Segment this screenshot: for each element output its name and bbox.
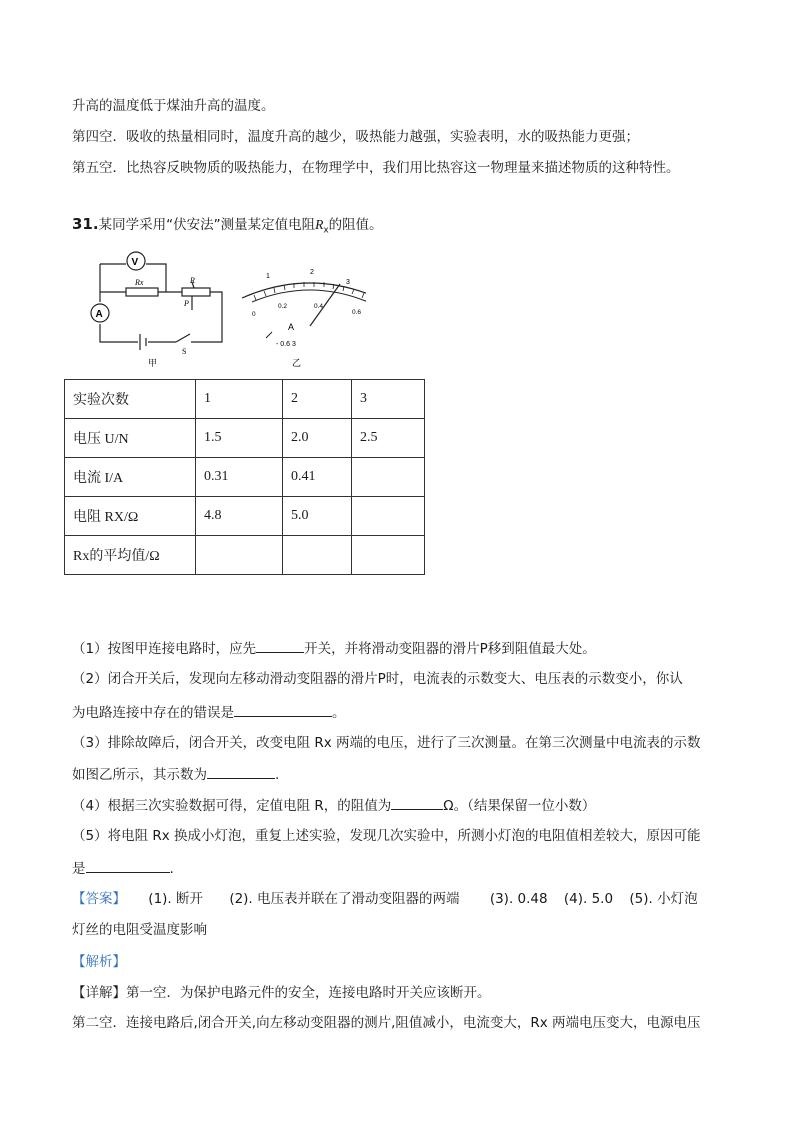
- detail-line-1: 【详解】第一空．为保护电路元件的安全，连接电路时开关应该断开。: [72, 985, 491, 1001]
- question-part-2b: 为电路连接中存在的错误是 。: [72, 702, 346, 723]
- scale-top-2: 2: [310, 269, 314, 276]
- table-cell: 电流 I/A: [65, 458, 196, 497]
- table-cell: 2.5: [352, 419, 425, 458]
- scale-bottom-0-4: 0.4: [314, 303, 324, 310]
- answer-tag: 【答案】: [72, 891, 126, 907]
- table-cell: 3: [352, 380, 425, 419]
- circuit-figure: [86, 248, 366, 372]
- detail-line-2: 第二空．连接电路后,闭合开关,向左移动变阻器的测片,阻值减小，电流变大，Rx 两端电压变大，电源电压: [72, 1015, 701, 1031]
- text-line-3: 第五空．比热容反映物质的吸热能力，在物理学中，我们用比热容这一物理量来描述物质的这种特性。: [72, 160, 680, 176]
- table-cell: 电阻 RX/Ω: [65, 497, 196, 536]
- rx-label: Rx: [135, 278, 144, 287]
- scale-top-1: 1: [266, 273, 270, 280]
- switch-label: S: [182, 347, 187, 356]
- table-row: [65, 536, 425, 575]
- table-cell: 实验次数: [65, 380, 196, 419]
- table-row: [65, 497, 425, 536]
- question-31-stem: 31.某同学采用“伏安法”测量某定值电阻$R_x$的阻值。: [72, 215, 383, 236]
- answer-blank: [234, 702, 332, 717]
- table-cell: [352, 458, 425, 497]
- scale-top-3: 3: [346, 279, 350, 286]
- answer-blank: [86, 858, 170, 873]
- figure-label-jia: 甲: [148, 359, 158, 369]
- table-cell: 电压 U/N: [65, 419, 196, 458]
- data-table: [64, 379, 425, 575]
- table-row: [65, 380, 425, 419]
- table-cell: 4.8: [196, 497, 283, 536]
- meter-unit: A: [288, 322, 295, 332]
- table-cell: 2: [283, 380, 352, 419]
- question-part-3b: 如图乙所示，其示数为 .: [72, 764, 279, 785]
- table-cell: 5.0: [283, 497, 352, 536]
- text-line-1: 升高的温度低于煤油升高的温度。: [72, 98, 275, 114]
- scale-bottom-0: 0: [252, 311, 256, 318]
- answer-line: 【答案】 (1). 断开 (2). 电压表并联在了滑动变阻器的两端 (3). 0.48 (4). 5.0 (5). 小灯泡: [72, 891, 698, 907]
- table-cell: [196, 536, 283, 575]
- question-part-4: （4）根据三次实验数据可得，定值电阻 R，的阻值为 Ω。（结果保留一位小数）: [72, 795, 595, 816]
- analysis-tag: 【解析】: [72, 954, 126, 970]
- scale-bottom-0-2: 0.2: [278, 303, 288, 310]
- scale-bottom-0-6: 0.6: [352, 309, 362, 316]
- answer-blank: [256, 638, 304, 653]
- table-cell: 0.31: [196, 458, 283, 497]
- question-part-5a: （5）将电阻 Rx 换成小灯泡，重复上述实验，发现几次实验中，所测小灯泡的电阻值相差较大，原因可能: [72, 828, 701, 844]
- question-part-5b: 是 .: [72, 858, 174, 879]
- table-cell: 0.41: [283, 458, 352, 497]
- text-line-2: 第四空．吸收的热量相同时，温度升高的越少，吸热能力越强，实验表明，水的吸热能力更强；: [72, 129, 639, 145]
- table-cell: 1: [196, 380, 283, 419]
- question-part-1: （1）按图甲连接电路时，应先 开关，并将滑动变阻器的滑片P移到阻值最大处。: [72, 638, 596, 659]
- meter-terminals: - 0.6 3: [276, 341, 296, 348]
- table-row: [65, 419, 425, 458]
- table-cell: [352, 497, 425, 536]
- table-cell: 1.5: [196, 419, 283, 458]
- ammeter-label: A: [95, 309, 103, 320]
- table-cell: Rx的平均值/Ω: [65, 536, 196, 575]
- answer-line-2: 灯丝的电阻受温度影响: [72, 922, 207, 938]
- r-label: R: [190, 276, 195, 285]
- question-part-3a: （3）排除故障后，闭合开关，改变电阻 Rx 两端的电压，进行了三次测量。在第三次测量中电流表的示数: [72, 735, 701, 751]
- table-cell: [283, 536, 352, 575]
- answer-blank: [207, 764, 275, 779]
- table-row: [65, 458, 425, 497]
- question-number: 31.: [72, 215, 99, 233]
- detail-tag: 【详解】: [72, 985, 126, 1001]
- question-part-2a: （2）闭合开关后，发现向左移动滑动变阻器的滑片P时，电流表的示数变大、电压表的示数变小，你认: [72, 671, 683, 687]
- p-label: P: [184, 299, 189, 308]
- answer-blank: [391, 795, 443, 810]
- table-cell: 2.0: [283, 419, 352, 458]
- figure-label-yi: 乙: [292, 359, 302, 369]
- voltmeter-label: V: [131, 257, 139, 268]
- table-cell: [352, 536, 425, 575]
